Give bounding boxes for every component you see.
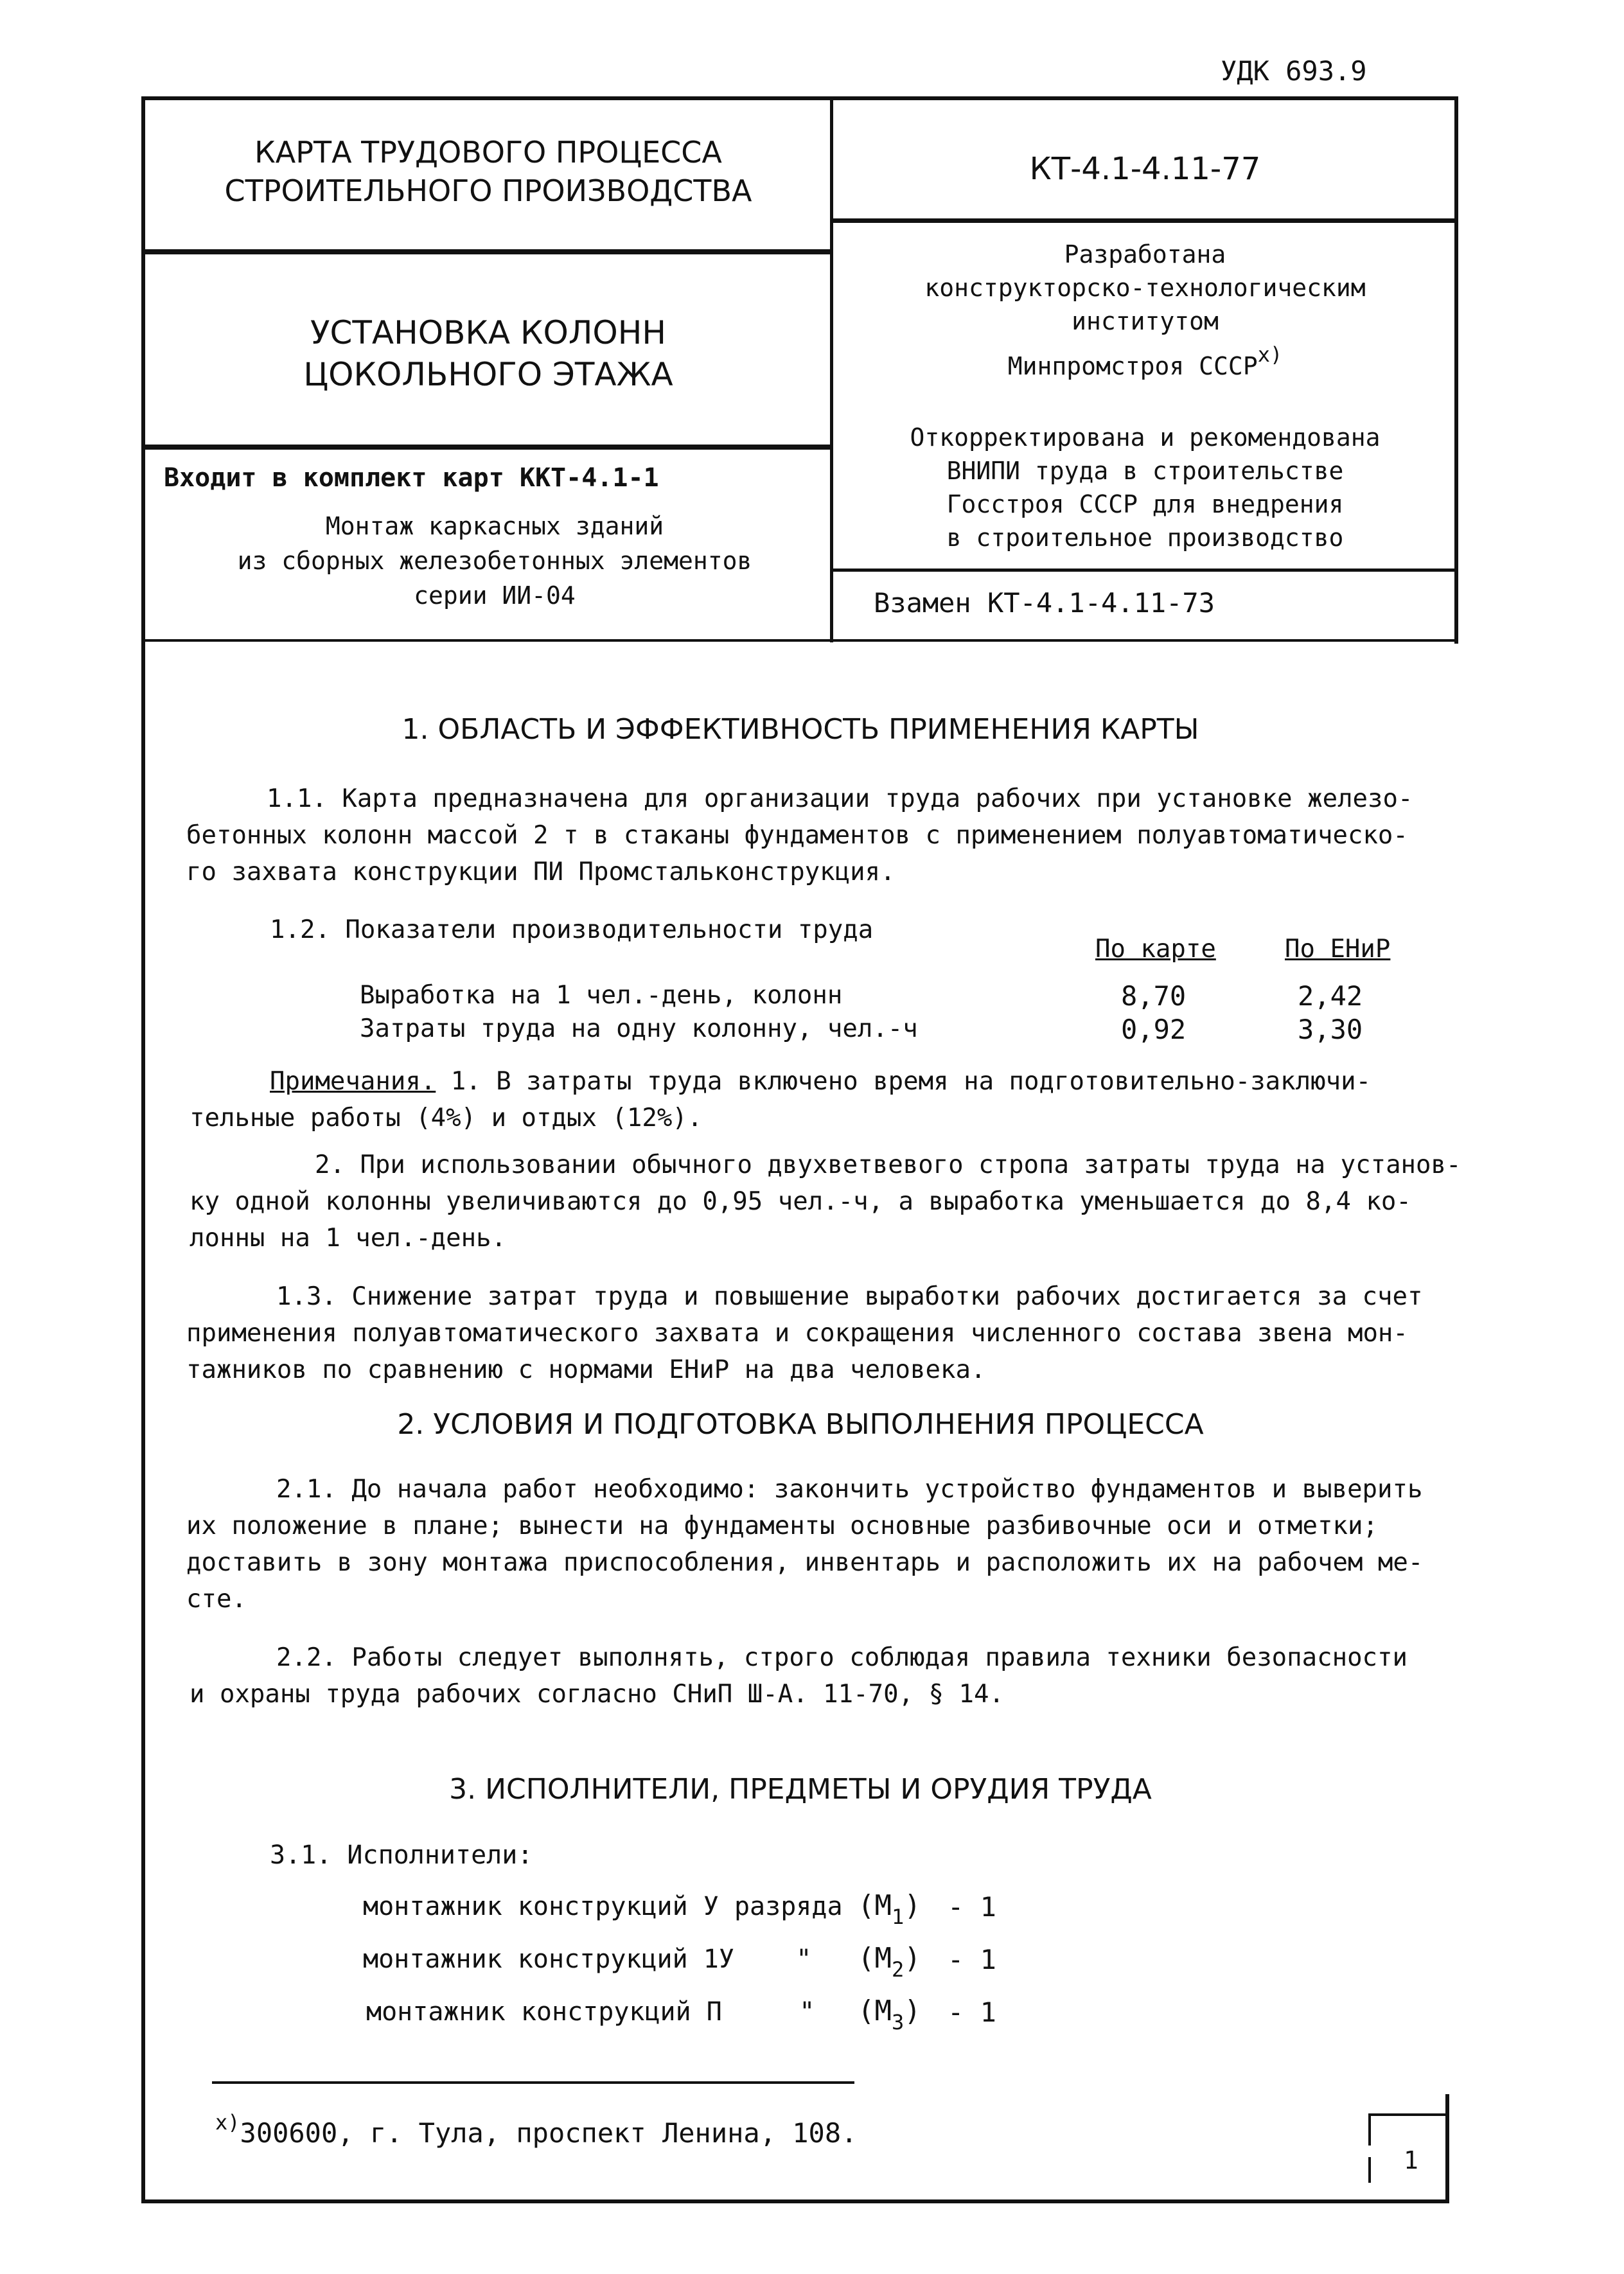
paragraph-3-1-label: 3.1. Исполнители:: [270, 1840, 533, 1870]
note-1: Примечания. 1. В затраты труда включено время на подготовительно-заключи- тельные работы (4%) и отдых (12%).: [190, 1067, 1372, 1133]
col-header-enir: По ЕНиР: [1285, 935, 1391, 964]
worker-role: монтажник конструкций У разряда: [363, 1892, 843, 1921]
bottom-frame: [141, 2199, 1449, 2203]
worker-count: - 1: [948, 1891, 996, 1923]
worker-count: - 1: [948, 1996, 996, 2028]
footnote-divider: [212, 2081, 854, 2084]
worker-code: $(М_1)$: [858, 1889, 921, 1929]
paragraph-1-2-label: 1.2. Показатели производительности труда: [270, 915, 874, 944]
table-row-enir: 2,42: [1298, 980, 1363, 1012]
worker-code: $(М_2)$: [858, 1942, 921, 1982]
worker-role: монтажник конструкций 1У ": [363, 1944, 812, 1974]
developed-by: Разработана конструкторско-технологическим институтом Минпромстроя СССР$^{x)}$: [924, 240, 1366, 380]
paragraph-1-1: 1.1. Карта предназначена для организации труда рабочих при установке железо- бетонных колонн массой 2 т в стаканы фундаментов с применением полуавтоматическо- го захвата конструкции ПИ Промстальконструкция.: [186, 784, 1413, 886]
card-type: КАРТА ТРУДОВОГО ПРОЦЕССА СТРОИТЕЛЬНОГО ПРОИЗВОДСТВА: [224, 135, 752, 208]
worker-count: - 1: [948, 1944, 996, 1975]
col-header-card: По карте: [1095, 935, 1216, 964]
section-2-title: 2. УСЛОВИЯ И ПОДГОТОВКА ВЫПОЛНЕНИЯ ПРОЦЕССА: [397, 1408, 1204, 1441]
paragraph-2-1: 2.1. До начала работ необходимо: закончить устройство фундаментов и выверить их положение в плане; вынести на фундаменты основные разбивочные оси и отметки; доставить в зону монтажа приспособления, инвентарь и расположить их на рабочем ме- сте.: [186, 1475, 1424, 1614]
section-3-title: 3. ИСПОЛНИТЕЛИ, ПРЕДМЕТЫ И ОРУДИЯ ТРУДА: [449, 1773, 1152, 1806]
table-row-card: 0,92: [1121, 1014, 1187, 1045]
udk-code: УДК 693.9: [1221, 55, 1367, 87]
worker-role: монтажник конструкций П ": [366, 1997, 815, 2027]
footnote: $^{x)}$300600, г. Тула, проспект Ленина, 108.: [215, 2110, 858, 2149]
card-code: КТ-4.1-4.11-77: [1029, 151, 1261, 187]
table-row-label: Затраты труда на одну колонну, чел.-ч: [360, 1014, 918, 1043]
note-2: 2. При использовании обычного двухветвевого стропа затраты труда на установ- ку одной колонны увеличиваются до 0,95 чел.-ч, а выработка уменьшается до 8,4 ко- лонны на 1 чел.-день.: [190, 1150, 1461, 1253]
table-row-enir: 3,30: [1298, 1014, 1363, 1045]
section-1-title: 1. ОБЛАСТЬ И ЭФФЕКТИВНОСТЬ ПРИМЕНЕНИЯ КАРТЫ: [402, 713, 1199, 746]
worker-code: $(М_3)$: [858, 1995, 921, 2034]
replaces: Взамен КТ-4.1-4.11-73: [874, 587, 1215, 619]
approved-by: Откорректирована и рекомендована ВНИПИ труда в строительстве Госстроя СССР для внедрения в строительное производство: [910, 423, 1381, 552]
kit-info: Входит в комплект карт ККТ-4.1-1 Монтаж каркасных зданий из сборных железобетонных элементов серии ИИ-04: [164, 463, 752, 610]
page-box: [1368, 2113, 1449, 2116]
table-row-label: Выработка на 1 чел.-день, колонн: [360, 981, 843, 1010]
table-row-card: 8,70: [1121, 980, 1187, 1012]
paragraph-1-3: 1.3. Снижение затрат труда и повышение выработки рабочих достигается за счет применения полуавтоматического захвата и сокращения численного состава звена мон- тажников по сравнению с нормами ЕНиР на два человека.: [186, 1282, 1423, 1384]
page-title: УСТАНОВКА КОЛОНН ЦОКОЛЬНОГО ЭТАЖА: [303, 314, 673, 393]
paragraph-2-2: 2.2. Работы следует выполнять, строго соблюдая правила техники безопасности и охраны труда рабочих согласно СНиП Ш-А. 11-70, § 14.: [190, 1643, 1408, 1709]
page-number: 1: [1404, 2146, 1418, 2174]
